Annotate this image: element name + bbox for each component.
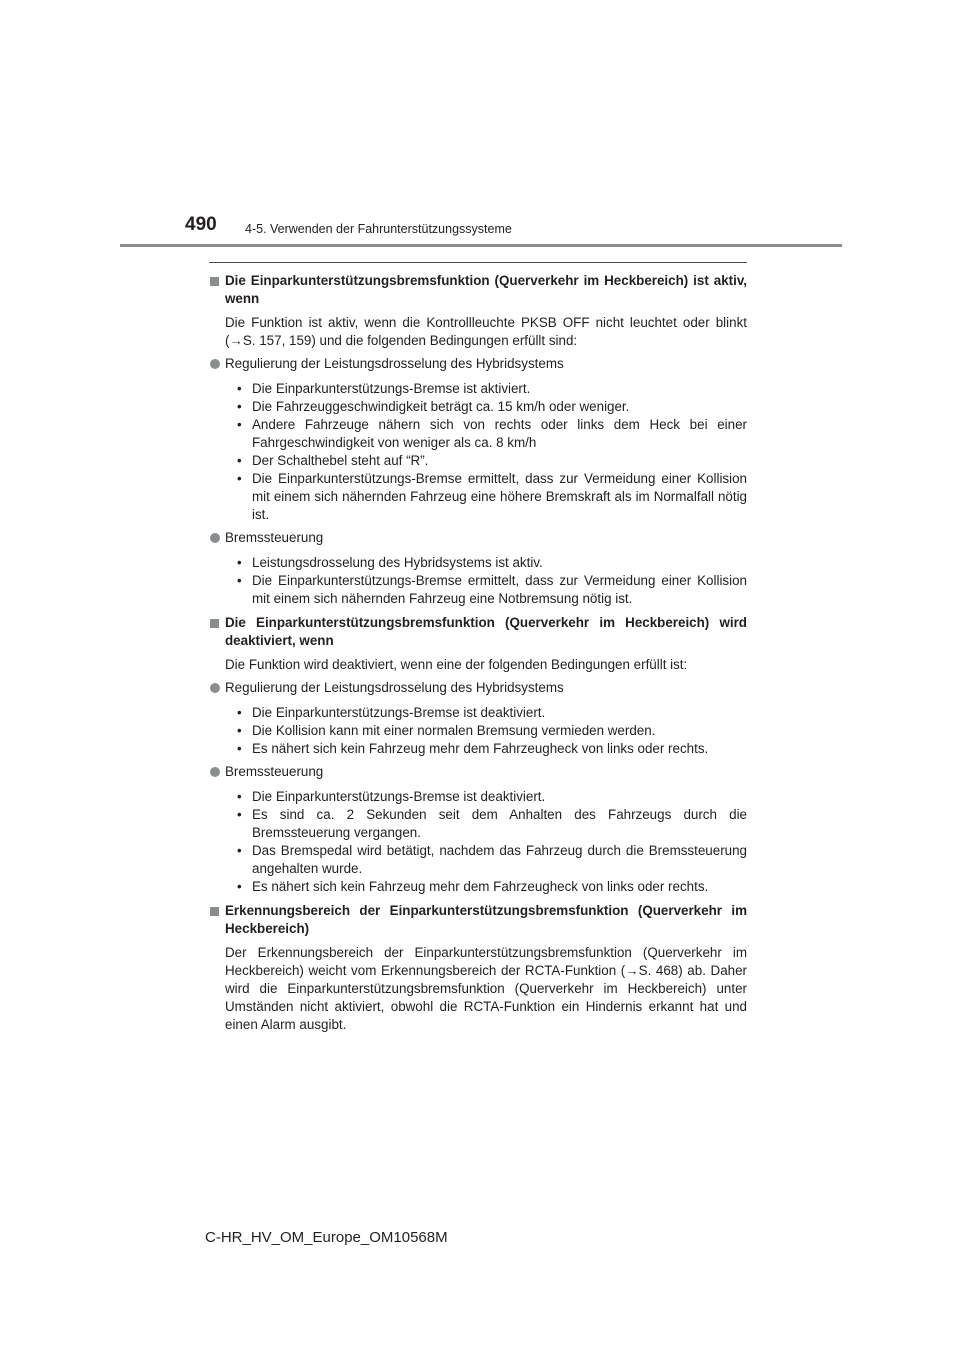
- main-content: [209, 266, 747, 1034]
- section-activation: [209, 272, 747, 608]
- square-bullet-icon: [210, 907, 219, 916]
- list-item: • Die Einparkunterstützungs-Bremse ist aktiviert.: [209, 380, 747, 398]
- list-item: • Es nähert sich kein Fahrzeug mehr dem Fahrzeugheck von links oder rechts.: [209, 740, 747, 758]
- section-deactivation: [209, 614, 747, 896]
- list-item: • Das Bremspedal wird betätigt, nachdem das Fahrzeug durch die Bremssteuerung angehalten wurde.: [209, 842, 747, 878]
- section-heading: Die Einparkunterstützungsbremsfunktion (Querverkehr im Heckbereich) wird deaktiviert, wenn: [209, 614, 747, 650]
- section-intro: Der Erkennungsbereich der Einparkunterstützungsbremsfunktion (Querverkehr im Heckbereich) weicht vom Erkennungsbereich der RCTA-Funktion (→S. 468) ab. Daher wird die Einparkunterstützungsbremsfunktion (Querverkehr im Heckbereich) unter Umständen nicht aktiviert, obwohl die RCTA-Funktion ein Hindernis erkannt hat und einen Alarm ausgibt.: [225, 945, 747, 1032]
- condition-list: [209, 380, 747, 524]
- list-item: • Es sind ca. 2 Sekunden seit dem Anhalten des Fahrzeugs durch die Bremssteuerung vergangen.: [209, 806, 747, 842]
- list-item: • Die Einparkunterstützungs-Bremse ist deaktiviert.: [209, 704, 747, 722]
- section-heading: Erkennungsbereich der Einparkunterstützungsbremsfunktion (Querverkehr im Heckbereich): [209, 902, 747, 938]
- square-bullet-icon: [210, 277, 219, 286]
- square-bullet-icon: [210, 619, 219, 628]
- condition-list: [209, 554, 747, 608]
- list-item: • Die Kollision kann mit einer normalen Bremsung vermieden werden.: [209, 722, 747, 740]
- document-code: C-HR_HV_OM_Europe_OM10568M: [205, 1229, 448, 1246]
- list-item: • Leistungsdrosselung des Hybridsystems ist aktiv.: [209, 554, 747, 572]
- condition-list: [209, 788, 747, 896]
- list-item: • Die Fahrzeuggeschwindigkeit beträgt ca. 15 km/h oder weniger.: [209, 398, 747, 416]
- group-title: Bremssteuerung: [209, 763, 747, 781]
- chapter-title: 4-5. Verwenden der Fahrunterstützungssysteme: [245, 222, 512, 236]
- section-heading: Die Einparkunterstützungsbremsfunktion (Querverkehr im Heckbereich) ist aktiv, wenn: [209, 272, 747, 308]
- group-title: Regulierung der Leistungsdrosselung des Hybridsystems: [209, 679, 747, 697]
- list-item: • Die Einparkunterstützungs-Bremse ist deaktiviert.: [209, 788, 747, 806]
- section-intro: Die Funktion wird deaktiviert, wenn eine der folgenden Bedingungen erfüllt ist:: [225, 657, 688, 672]
- list-item: • Die Einparkunterstützungs-Bremse ermittelt, dass zur Vermeidung einer Kollision mit einem sich nähernden Fahrzeug eine höhere Bremskraft als im Normalfall nötig ist.: [209, 470, 747, 524]
- header-rule: [120, 244, 842, 247]
- group-title: Regulierung der Leistungsdrosselung des Hybridsystems: [209, 355, 747, 373]
- circle-bullet-icon: [210, 683, 220, 693]
- circle-bullet-icon: [210, 359, 220, 369]
- condition-list: [209, 704, 747, 758]
- list-item: • Es nähert sich kein Fahrzeug mehr dem Fahrzeugheck von links oder rechts.: [209, 878, 747, 896]
- circle-bullet-icon: [210, 533, 220, 543]
- section-rule: [209, 262, 747, 263]
- section-intro: Die Funktion ist aktiv, wenn die Kontrollleuchte PKSB OFF nicht leuchtet oder blinkt (→S. 157, 159) und die folgenden Bedingungen erfüllt sind:: [225, 315, 747, 348]
- page-number: 490: [185, 214, 217, 235]
- circle-bullet-icon: [210, 767, 220, 777]
- list-item: • Die Einparkunterstützungs-Bremse ermittelt, dass zur Vermeidung einer Kollision mit einem sich nähernden Fahrzeug eine Notbremsung nötig ist.: [209, 572, 747, 608]
- list-item: • Der Schalthebel steht auf “R”.: [209, 452, 747, 470]
- group-title: Bremssteuerung: [209, 529, 747, 547]
- section-detection-range: [209, 902, 747, 1034]
- list-item: • Andere Fahrzeuge nähern sich von rechts oder links dem Heck bei einer Fahrgeschwindigkeit von weniger als ca. 8 km/h: [209, 416, 747, 452]
